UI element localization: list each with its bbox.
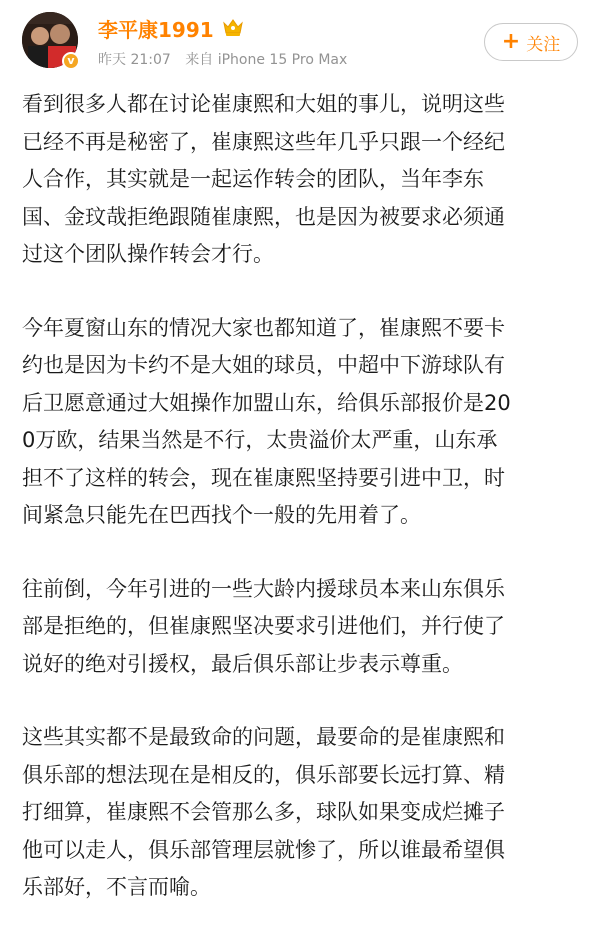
text-line: 打细算，崔康熙不会管那么多，球队如果变成烂摊子	[22, 800, 505, 824]
text-line: 乐部好，不言而喻。	[22, 875, 211, 899]
crown-icon	[222, 17, 244, 37]
post-body	[22, 86, 582, 943]
text-line: 部是拒绝的，但崔康熙坚决要求引进他们，并行使了	[22, 614, 505, 638]
paragraph	[22, 719, 582, 907]
v-badge-icon: v	[62, 52, 80, 70]
post-source: 来自 iPhone 15 Pro Max	[185, 52, 348, 68]
text-line: 过这个团队操作转会才行。	[22, 242, 274, 266]
text-line: 间紧急只能先在巴西找个一般的先用着了。	[22, 503, 421, 527]
post-header	[0, 0, 600, 82]
text-line: 国、金玟哉拒绝跟随崔康熙，也是因为被要求必须通	[22, 204, 505, 229]
text-line: 后卫愿意通过大姐操作加盟山东，给俱乐部报价是20	[22, 390, 511, 415]
post-time: 昨天 21:07	[98, 52, 171, 68]
text-line: 往前倒，今年引进的一些大龄内援球员本来山东俱乐	[22, 576, 505, 601]
text-line: 0万欧，结果当然是不行，太贵溢价太严重，山东承	[22, 428, 498, 452]
text-line: 他可以走人，俱乐部管理层就惨了，所以谁最希望俱	[22, 837, 505, 862]
follow-button[interactable]	[484, 23, 578, 61]
text-line: 看到很多人都在讨论崔康熙和大姐的事儿，说明这些	[22, 92, 505, 116]
text-line: 俱乐部的想法现在是相反的，俱乐部要长远打算、精	[22, 762, 505, 787]
paragraph	[22, 310, 582, 535]
paragraph	[22, 571, 582, 684]
text-line: 约也是因为卡约不是大姐的球员，中超中下游球队有	[22, 353, 505, 377]
follow-label: 关注	[526, 34, 561, 55]
text-line: 担不了这样的转会，现在崔康熙坚持要引进中卫，时	[22, 465, 505, 490]
plus-icon: +	[501, 29, 521, 54]
text-line: 人合作，其实就是一起运作转会的团队，当年李东	[22, 167, 484, 191]
text-line: 这些其实都不是最致命的问题，最要命的是崔康熙和	[22, 725, 505, 749]
paragraph	[22, 86, 582, 274]
post-meta	[98, 49, 347, 69]
text-line: 已经不再是秘密了，崔康熙这些年几乎只跟一个经纪	[22, 129, 505, 154]
username[interactable]: 李平康1991	[98, 18, 214, 42]
text-line: 今年夏窗山东的情况大家也都知道了，崔康熙不要卡	[22, 315, 505, 340]
text-line: 说好的绝对引援权，最后俱乐部让步表示尊重。	[22, 651, 463, 676]
